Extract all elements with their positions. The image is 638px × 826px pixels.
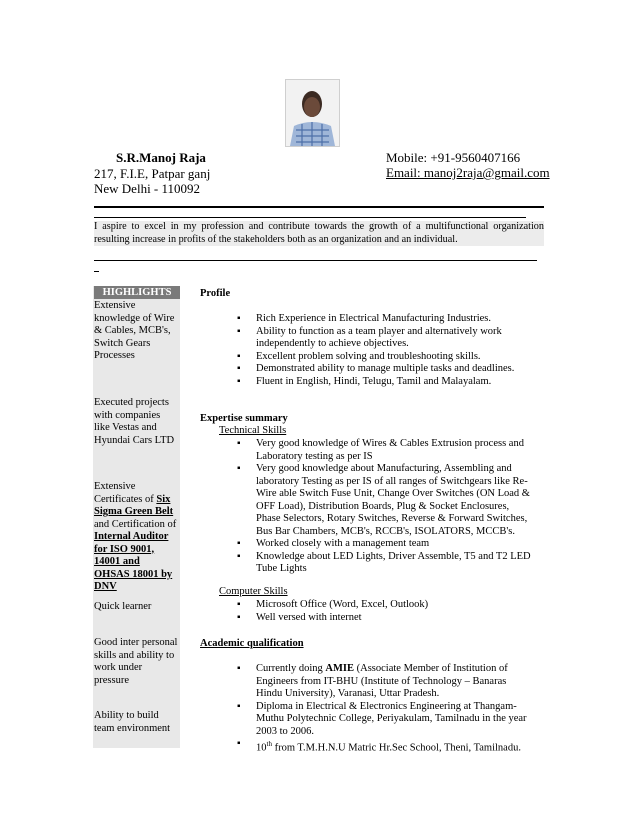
highlight-emphasis: Internal Auditor for ISO 9001, 14001 and OHSAS 18001 by DNV: [94, 531, 173, 592]
address-line: New Delhi - 110092: [94, 181, 201, 196]
highlight-item: [94, 481, 178, 594]
highlight-item: Extensive knowledge of Wire & Cables, MCB's, Switch Gears Processes: [94, 300, 175, 361]
item-text: from T.M.H.N.U Matric Hr.Sec School, Theni, Tamilnadu.: [271, 742, 521, 754]
highlight-text: Extensive Certificates of: [94, 481, 157, 505]
technical-skills-list: [237, 438, 533, 576]
list-item: ▪ Microsoft Office (Word, Excel, Outlook): [237, 599, 537, 612]
divider: [94, 217, 526, 218]
highlight-text: and Certification of: [94, 518, 177, 530]
computer-skills-heading: Computer Skills: [219, 586, 288, 597]
career-objective: I aspire to excel in my profession and contribute towards the growth of a multifunctional organization resulting increase in profits of the stakeholders both as an organization and an individual.: [94, 221, 544, 245]
list-item: ▪ Knowledge about LED Lights, Driver Assemble, T5 and T2 LED Tube Lights: [237, 551, 533, 576]
expertise-heading: Expertise summary: [200, 413, 288, 424]
highlight-item: Ability to build team environment: [94, 710, 171, 734]
highlight-item: Quick learner: [94, 601, 152, 612]
mobile-number: Mobile: +91-9560407166: [386, 150, 521, 165]
item-text: (Associate Member of Institution of Engineers from IT-BHU (Institute of Technology – Banaras Hindu University), Varanasi, Uttar Pradesh.: [256, 663, 508, 699]
item-emphasis: AMIE: [325, 663, 355, 674]
list-item: [237, 738, 533, 755]
list-item: ▪ Worked closely with a management team: [237, 538, 533, 551]
highlight-item: Good inter personal skills and ability to work under pressure: [94, 637, 178, 686]
profile-list: [237, 313, 537, 388]
list-item: ▪ Very good knowledge of Wires & Cables Extrusion process and Laboratory testing as per IS: [237, 438, 533, 463]
divider: [94, 260, 537, 261]
candidate-name: S.R.Manoj Raja: [116, 150, 206, 165]
address: [94, 166, 210, 196]
academic-list: [237, 663, 533, 755]
email-link[interactable]: Email: manoj2raja@gmail.com: [386, 165, 550, 180]
divider: [94, 271, 99, 272]
list-item: ▪ Fluent in English, Hindi, Telugu, Tamil and Malayalam.: [237, 376, 537, 389]
academic-heading: Academic qualification: [200, 638, 304, 649]
list-item: ▪ Diploma in Electrical & Electronics Engineering at Thangam-Muthu Polytechnic College, Periyakulam, Tamilnadu in the year 2003 to 2006.: [237, 701, 533, 739]
list-item: ▪ Ability to function as a team player and alternatively work independently to achieve objectives.: [237, 326, 537, 351]
highlight-item: Executed projects with companies like Vestas and Hyundai Cars LTD: [94, 397, 175, 446]
profile-photo: [285, 79, 340, 147]
list-item: ▪ Well versed with internet: [237, 612, 537, 625]
item-text: Currently doing: [256, 663, 326, 674]
list-item: ▪ Excellent problem solving and troubleshooting skills.: [237, 351, 537, 364]
list-item: ▪ Demonstrated ability to manage multiple tasks and deadlines.: [237, 363, 537, 376]
profile-heading: Profile: [200, 288, 231, 299]
list-item: [237, 663, 533, 701]
technical-skills-heading: Technical Skills: [219, 425, 287, 436]
divider: [94, 206, 544, 208]
item-superscript: th: [266, 740, 272, 748]
address-line: 217, F.I.E, Patpar ganj: [94, 166, 211, 181]
item-text: 10: [256, 742, 267, 754]
highlight-emphasis: Six Sigma Green Belt: [94, 493, 174, 517]
list-item: ▪ Rich Experience in Electrical Manufacturing Industries.: [237, 313, 537, 326]
highlights-title: HIGHLIGHTS: [94, 286, 180, 299]
list-item: ▪ Very good knowledge about Manufacturing, Assembling and laboratory Testing as per IS of all ranges of Switchgears like Re-Wire able Switch Fuse Unit, Change Over Switches (ON Load & OFF Load), Distribution Boards, Plug & Socket Enclosures, Phase Selectors, Rotary Switches, Reverse & Forward Switches, Bus Bar Chambers, MCB's, RCCB's, ISOLATORS, MCCB's.: [237, 463, 533, 538]
computer-skills-list: [237, 599, 537, 624]
